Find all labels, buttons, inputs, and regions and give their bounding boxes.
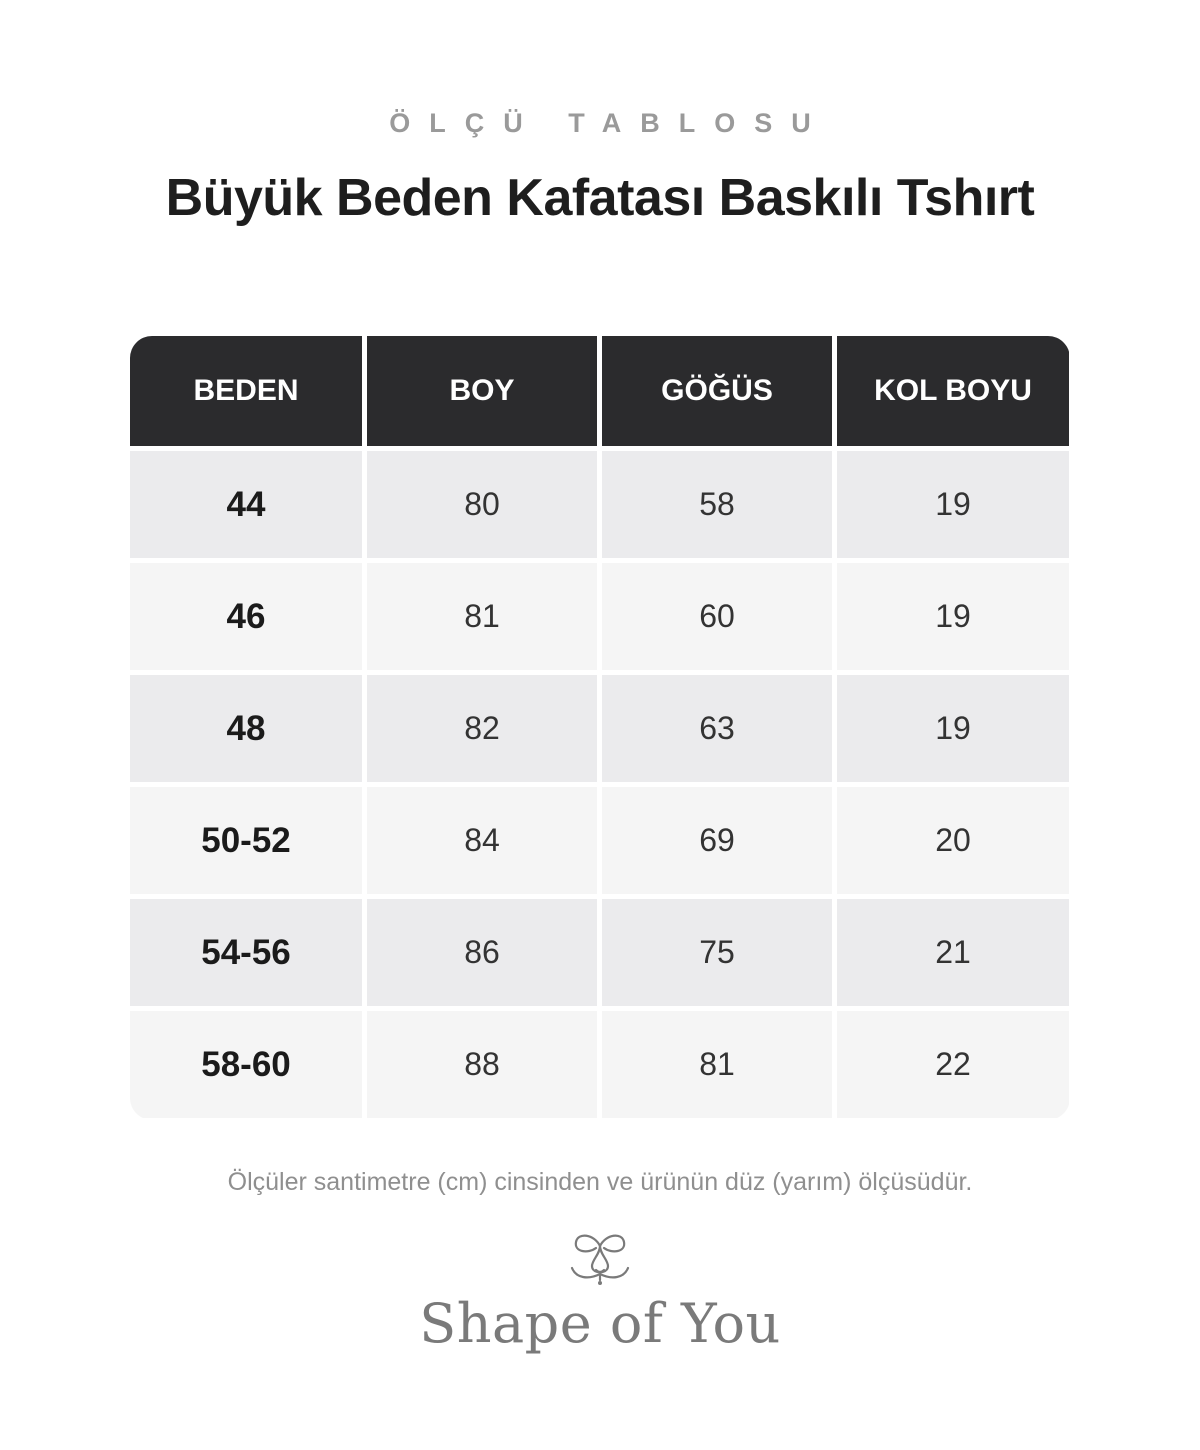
table-cell-sleeve: 19 — [837, 675, 1069, 782]
table-cell-chest: 81 — [602, 1011, 832, 1118]
table-cell-length: 82 — [367, 675, 597, 782]
size-chart-table — [130, 336, 1070, 1120]
measurement-note: Ölçüler santimetre (cm) cinsinden ve ürünün düz (yarım) ölçüsüdür. — [227, 1168, 973, 1196]
table-cell-sleeve: 19 — [837, 563, 1069, 670]
table-cell-length: 86 — [367, 899, 597, 1006]
table-cell-length: 81 — [367, 563, 597, 670]
table-cell-sleeve: 22 — [837, 1011, 1069, 1118]
table-cell-chest: 60 — [602, 563, 832, 670]
table-cell-sleeve: 19 — [837, 451, 1069, 558]
table-cell-sleeve: 21 — [837, 899, 1069, 1006]
column-header-sleeve: KOL BOYU — [837, 336, 1069, 446]
table-cell-chest: 69 — [602, 787, 832, 894]
section-subtitle: ÖLÇÜ TABLOSU — [389, 108, 830, 138]
table-cell-chest: 58 — [602, 451, 832, 558]
table-cell-size: 44 — [130, 451, 362, 558]
table-cell-size: 54-56 — [130, 899, 362, 1006]
table-cell-size: 48 — [130, 675, 362, 782]
brand-logo-text: Shape of You — [419, 1292, 781, 1355]
table-cell-length: 80 — [367, 451, 597, 558]
column-header-length: BOY — [367, 336, 597, 446]
heart-swirl-logo-icon — [566, 1228, 634, 1290]
table-cell-length: 88 — [367, 1011, 597, 1118]
product-title: Büyük Beden Kafatası Baskılı Tshırt — [165, 169, 1035, 227]
column-header-size: BEDEN — [130, 336, 362, 446]
table-cell-size: 46 — [130, 563, 362, 670]
table-cell-size: 58-60 — [130, 1011, 362, 1118]
table-cell-chest: 75 — [602, 899, 832, 1006]
table-cell-sleeve: 20 — [837, 787, 1069, 894]
table-cell-size: 50-52 — [130, 787, 362, 894]
table-cell-length: 84 — [367, 787, 597, 894]
table-cell-chest: 63 — [602, 675, 832, 782]
column-header-chest: GÖĞÜS — [602, 336, 832, 446]
